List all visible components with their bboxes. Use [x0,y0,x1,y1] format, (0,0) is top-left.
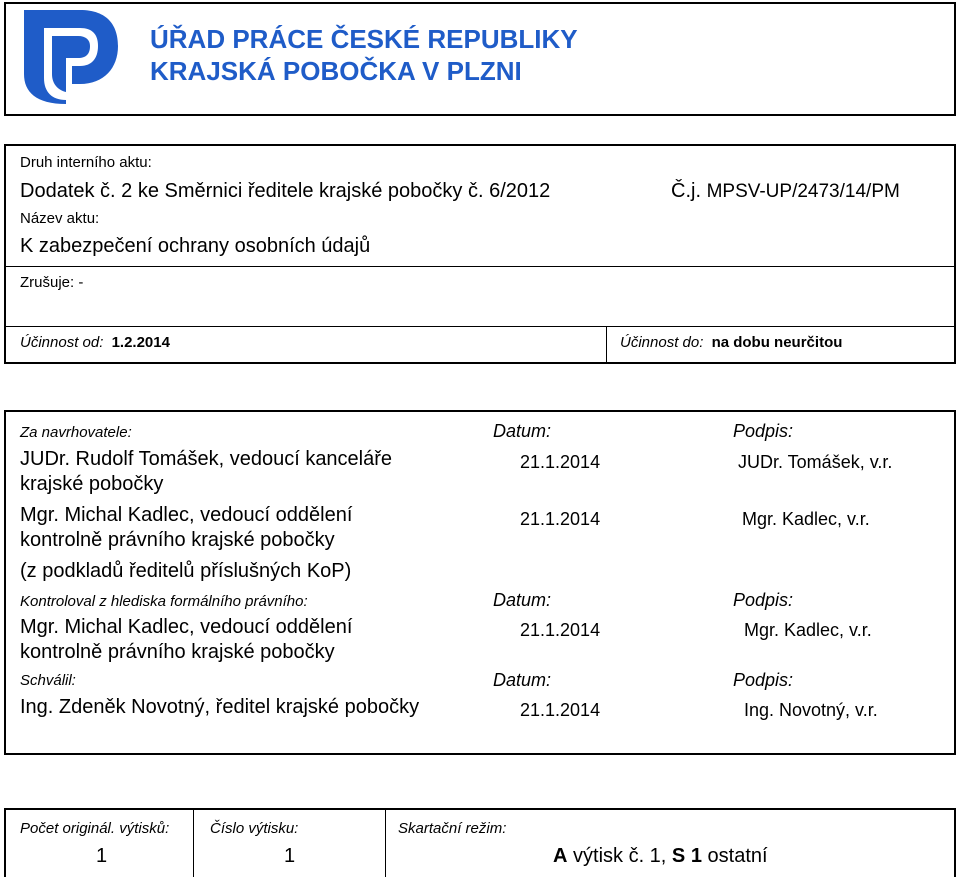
shredding-text: výtisk č. 1, [567,845,672,867]
act-name-label: Název aktu: [20,210,100,227]
checked-date: 21.1.2014 [520,620,601,640]
approved-label: Schválil: [20,672,76,689]
proposer2-line1: Mgr. Michal Kadlec, vedoucí oddělení [20,504,353,526]
checked-line2: kontrolně právního krajské pobočky [20,641,335,663]
copy-number-label: Číslo výtisku: [210,820,299,837]
effective-from-value: 1.2.2014 [111,334,170,351]
originals-value: 1 [96,845,108,867]
checked-signature: Mgr. Kadlec, v.r. [744,620,872,640]
header-line-1: ÚŘAD PRÁCE ČESKÉ REPUBLIKY [150,24,578,54]
checked-line1: Mgr. Michal Kadlec, vedoucí oddělení [20,616,353,638]
datum-label: Datum: [493,590,552,610]
shredding-label: Skartační režim: [398,820,507,837]
proposer2-line2: kontrolně právního krajské pobočky [20,529,335,551]
shredding-class-s: S 1 [671,845,702,867]
copy-number-value: 1 [284,845,296,867]
act-type-label: Druh interního aktu: [20,154,152,171]
approved-signature: Ing. Novotný, v.r. [744,700,878,720]
effective-to [620,334,842,351]
effective-to-value: na dobu neurčitou [711,334,843,351]
footer-box [4,808,956,877]
divider [193,808,194,877]
reference-value: MPSV-UP/2473/14/PM [706,181,900,202]
cancels-text: Zrušuje: - [20,274,84,291]
effective-from [20,334,170,351]
divider [6,266,954,267]
act-type-value: Dodatek č. 2 ke Směrnici ředitele krajské pobočky č. 6/2012 [20,180,551,202]
proposers-label: Za navrhovatele: [20,424,132,441]
datum-label: Datum: [493,670,552,690]
divider [606,326,607,362]
proposer1-line1: JUDr. Rudolf Tomášek, vedoucí kanceláře [20,448,393,470]
podpis-label: Podpis: [733,670,794,690]
approved-name: Ing. Zdeněk Novotný, ředitel krajské pobočky [20,696,420,718]
reference-prefix: Č.j. [671,180,701,202]
effective-from-label: Účinnost od: [20,334,104,351]
datum-label: Datum: [493,421,552,441]
shredding-class-a: A [553,845,568,867]
proposer2-note: (z podkladů ředitelů příslušných KoP) [20,560,352,582]
proposer1-line2: krajské pobočky [20,473,164,495]
act-name-value: K zabezpečení ochrany osobních údajů [20,235,371,257]
effective-to-label: Účinnost do: [620,334,704,351]
podpis-label: Podpis: [733,421,794,441]
shredding-text-end: ostatní [701,845,768,867]
divider [385,808,386,877]
reference-number [671,180,900,203]
checked-label: Kontroloval z hlediska formálního právního: [20,593,308,610]
shredding-value [553,845,768,868]
approved-date: 21.1.2014 [520,700,601,720]
header-line-2: KRAJSKÁ POBOČKA V PLZNI [150,56,522,86]
office-logo-icon [22,8,120,106]
proposer1-signature: JUDr. Tomášek, v.r. [738,452,893,472]
originals-label: Počet originál. výtisků: [20,820,170,837]
podpis-label: Podpis: [733,590,794,610]
proposer2-signature: Mgr. Kadlec, v.r. [742,509,870,529]
divider [6,326,954,327]
proposer2-date: 21.1.2014 [520,509,601,529]
proposer1-date: 21.1.2014 [520,452,601,472]
